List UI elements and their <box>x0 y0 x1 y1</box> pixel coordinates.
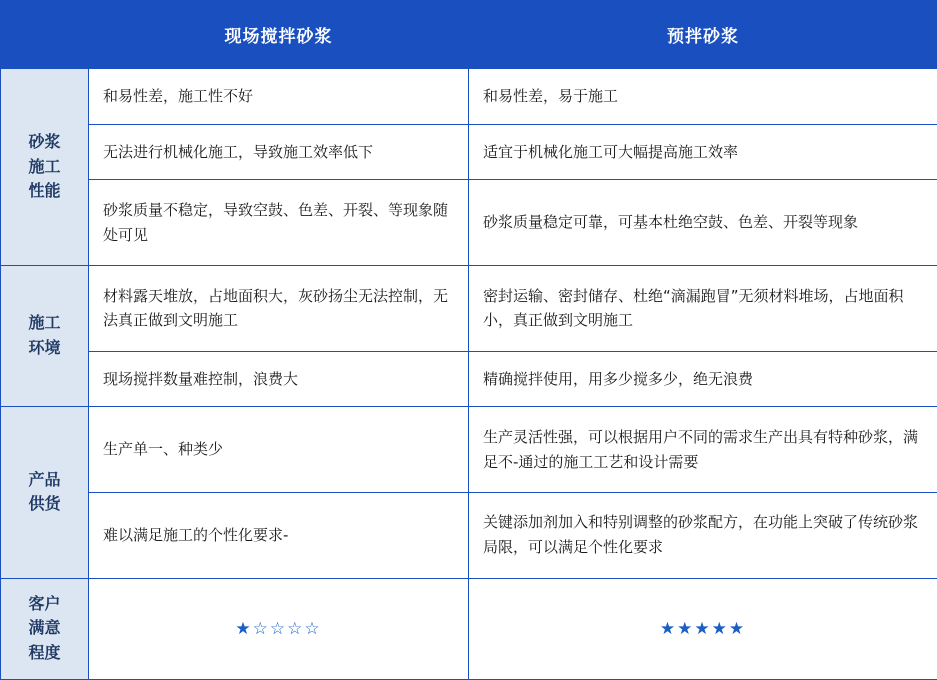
cell-site-1-1: 和易性差，施工性不好 <box>89 69 469 125</box>
table-row <box>1 180 937 266</box>
table-row <box>1 492 937 578</box>
cell-site-3-1: 生产单一、种类少 <box>89 407 469 493</box>
cell-site-1-2: 无法进行机械化施工，导致施工效率低下 <box>89 124 469 180</box>
category-mortar-performance: 砂浆 施工 性能 <box>1 69 89 266</box>
table-row <box>1 407 937 493</box>
rating-site-mixed: ★☆☆☆☆ <box>89 578 469 679</box>
table-row <box>1 69 937 125</box>
cell-premix-3-1: 生产灵活性强，可以根据用户不同的需求生产出具有特种砂浆，满足不-通过的施工工艺和设计需要 <box>469 407 937 493</box>
cell-premix-2-1: 密封运输、密封储存、杜绝“滴漏跑冒”无须材料堆场，占地面积小，真正做到文明施工 <box>469 265 937 351</box>
cell-site-3-2: 难以满足施工的个性化要求- <box>89 492 469 578</box>
category-product-supply: 产品 供货 <box>1 407 89 578</box>
cell-premix-3-2: 关键添加剂加入和特别调整的砂浆配方，在功能上突破了传统砂浆局限，可以满足个性化要求 <box>469 492 937 578</box>
table-row <box>1 265 937 351</box>
table-row <box>1 351 937 407</box>
cell-premix-1-3: 砂浆质量稳定可靠，可基本杜绝空鼓、色差、开裂等现象 <box>469 180 937 266</box>
header-corner-cell <box>1 1 89 69</box>
table-row <box>1 124 937 180</box>
table-header-row <box>1 1 937 69</box>
cell-premix-1-2: 适宜于机械化施工可大幅提高施工效率 <box>469 124 937 180</box>
header-col-site-mixed: 现场搅拌砂浆 <box>89 1 469 69</box>
cell-premix-1-1: 和易性差，易于施工 <box>469 69 937 125</box>
cell-site-1-3: 砂浆质量不稳定，导致空鼓、色差、开裂、等现象随处可见 <box>89 180 469 266</box>
cell-premix-2-2: 精确搅拌使用，用多少搅多少，绝无浪费 <box>469 351 937 407</box>
table-row <box>1 578 937 679</box>
category-customer-satisfaction: 客户 满意 程度 <box>1 578 89 679</box>
cell-site-2-1: 材料露天堆放，占地面积大，灰砂扬尘无法控制，无法真正做到文明施工 <box>89 265 469 351</box>
rating-premixed: ★★★★★ <box>469 578 937 679</box>
cell-site-2-2: 现场搅拌数量难控制，浪费大 <box>89 351 469 407</box>
header-col-premixed: 预拌砂浆 <box>469 1 937 69</box>
category-construction-environment: 施工 环境 <box>1 265 89 406</box>
